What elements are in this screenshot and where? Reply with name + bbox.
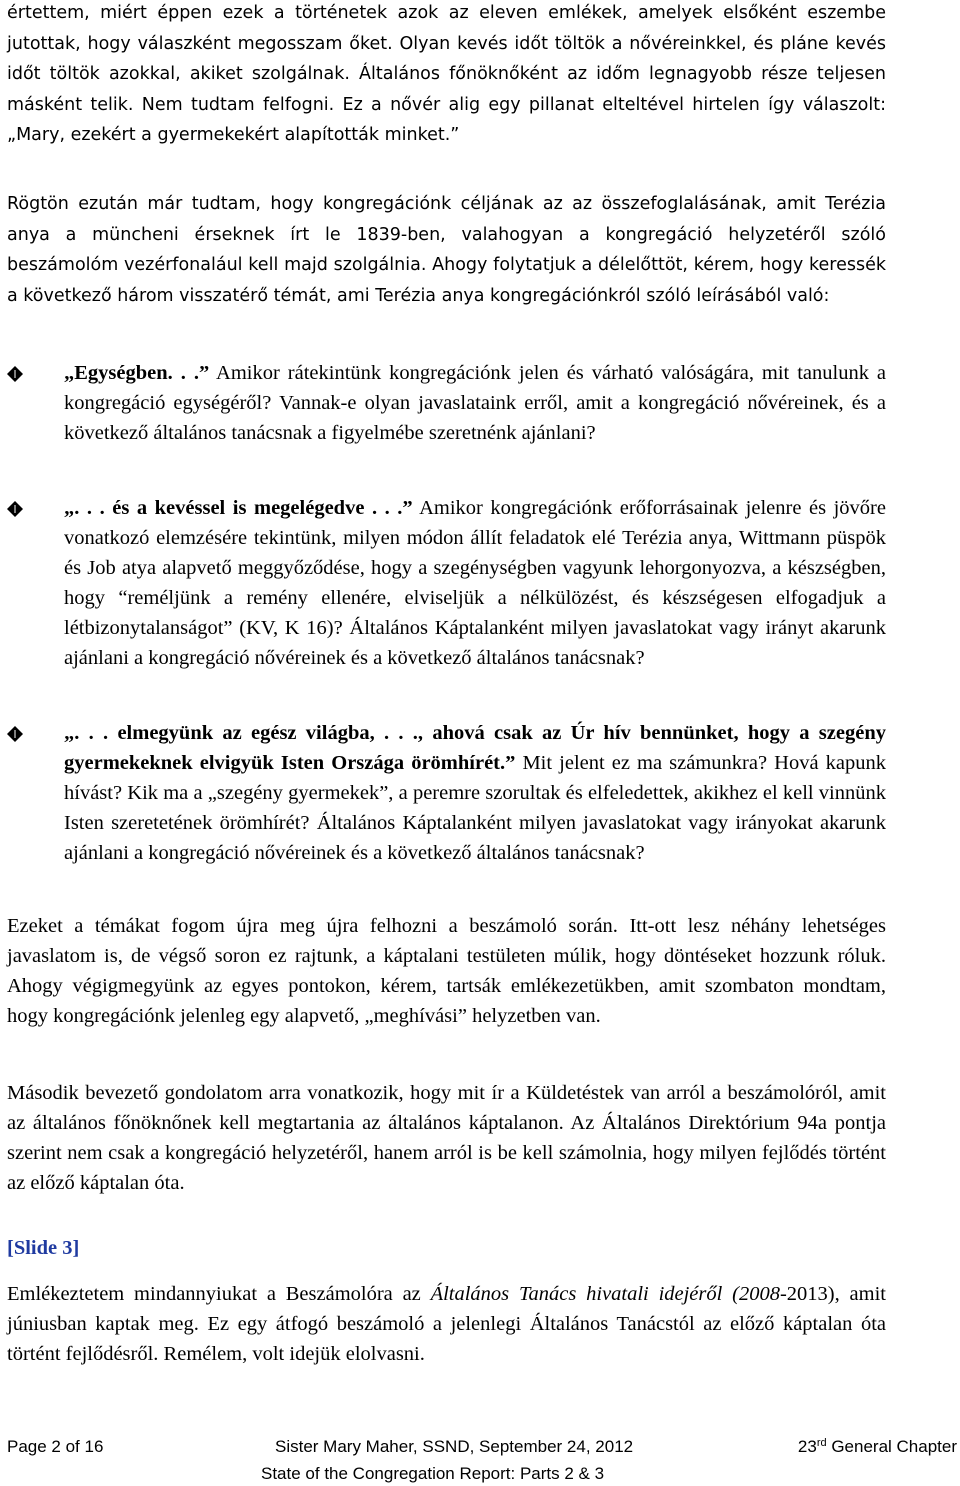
- paragraph-themes: Rögtön ezután már tudtam, hogy kongregációnk céljának az az összefoglalásának, amit Terézia anya a müncheni érseknek írt le 1839-ben, valahogyan a kongregáció helyzetéről szóló beszámolóm vezérfonalául kell majd szolgálnia. Ahogy folytatjuk a délelőttöt, kérem, hogy keressék a következő három visszatérő témát, ami Terézia anya kongregációnkról szóló leírásából való:: [7, 194, 886, 306]
- paragraph-report-reminder: [7, 1279, 886, 1369]
- bullet-text: [64, 493, 886, 673]
- diamond-bullet-icon: [7, 366, 23, 382]
- diamond-bullet-icon: [7, 501, 23, 517]
- bullet-text: [64, 358, 886, 448]
- list-item: [7, 358, 886, 448]
- list-item: [7, 493, 886, 673]
- diamond-bullet-icon: [7, 726, 23, 742]
- bullet-heading: „. . . elmegyünk az egész világba, . . ., ahová csak az Úr hív bennünket, hogy a szegény gyermekeknek elvigyük Isten Országa örömhírét.”: [64, 722, 886, 774]
- list-item: [7, 718, 886, 868]
- paragraph-second-thought: Második bevezető gondolatom arra vonatkozik, hogy mit ír a Küldetéstek van arról a beszámolóról, amit az általános főnöknőnek kell megtartania az általános káptalanon. Az Általános Direktórium 94a pontja szerint nem csak a kongregáció helyzetéről, hanem arról is be kell számolnia, hogy milyen fejlődés történt az előző káptalan óta.: [7, 1082, 886, 1194]
- footer-chapter: [798, 1437, 957, 1457]
- bullet-body: Mit jelent ez ma számunkra? Hová kapunk hívást? Kik ma a „szegény gyermekek”, a peremre szorultak és elfeledettek, akikhez el kell vinnünk Isten szeretetének örömhírét? Általános Káptalanként milyen javaslatokat vagy irányokat akarunk ajánlani a kongregáció nővéreinek és a következő általános tanácsnak?: [64, 752, 886, 864]
- bullet-body: Amikor rátekintünk kongregációnk jelen és várható valóságára, mit tanulunk a kongregáció egységéről? Vannak-e olyan javaslataink erről, amit a kongregáció nővéreinek, és a következő általános tanácsnak a figyelmébe szeretnénk ajánlani?: [64, 362, 887, 444]
- chapter-number: 23: [797, 1437, 817, 1456]
- report-title: Általános Tanács hivatali idejéről (2008-: [430, 1283, 787, 1305]
- text-run: 2013), amit júniusban kaptak meg. Ez egy átfogó beszámoló a jelenlegi Általános Tanácstól az előző káptalan óta történt fejlődésről. Remélem, volt idejük elolvasni.: [7, 1283, 886, 1365]
- paragraph-intro: értettem, miért éppen ezek a történetek azok az eleven emlékek, amelyek elsőként eszembe jutottak, hogy válaszként megosszam őket. Olyan kevés időt töltök a nővéreinkkel, és pláne kevés időt töltök azokkal, akiket szolgálnak. Általános főnöknőként az időm legnagyobb része teljesen másként telik. Nem tudtam felfogni. Ez a nővér alig egy pillanat elteltével hirtelen így válaszolt: „Mary, ezekért a gyermekekért alapították minket.”: [7, 3, 886, 145]
- bullet-body: Amikor kongregációnk erőforrásainak jelenre és jövőre vonatkozó elemzésére tekintünk, milyen módon állít feladatok elé Terézia anya, Wittmann püspök és Job atya alapvető meggyőződése, hogy a szegénységben vagyunk lehorgonyozva, a készségben, hogy “reméljünk a remény ellenére, elviseljük a nélkülözést, és készségesen elfogadjuk a létbizonytalanságot” (KV, K 16)? Általános Káptalanként milyen javaslatokat vagy irányt akarunk ajánlani a kongregáció nővéreinek és a következő általános tanácsnak?: [64, 497, 886, 669]
- chapter-ordinal: rd: [816, 1437, 827, 1449]
- footer-subtitle: State of the Congregation Report: Parts 2 & 3: [261, 1464, 605, 1483]
- paragraph-topics: Ezeket a témákat fogom újra meg újra felhozni a beszámoló során. Itt-ott lesz néhány lehetséges javaslatom is, de végső soron ez rajtunk, a káptalani testületen múlik, hogy döntéseket hozzunk róluk. Ahogy végigmegyünk az egyes pontokon, kérem, tartsák emlékezetükben, amit szombaton mondtam, hogy kongregációnk jelenleg egy alapvető, „meghívási” helyzetben van.: [7, 915, 886, 1027]
- bullet-text: [64, 718, 886, 868]
- page-number: Page 2 of 16: [7, 1437, 104, 1456]
- chapter-label: General Chapter: [826, 1437, 957, 1456]
- bullet-heading: „. . . és a kevéssel is megelégedve . . .”: [64, 497, 413, 519]
- slide-label: [Slide 3]: [7, 1237, 80, 1259]
- footer-author: Sister Mary Maher, SSND, September 24, 2012: [275, 1437, 634, 1456]
- bullet-heading: „Egységben. . .”: [64, 362, 210, 384]
- text-run: Emlékeztetem mindannyiukat a Beszámolóra az: [7, 1283, 431, 1305]
